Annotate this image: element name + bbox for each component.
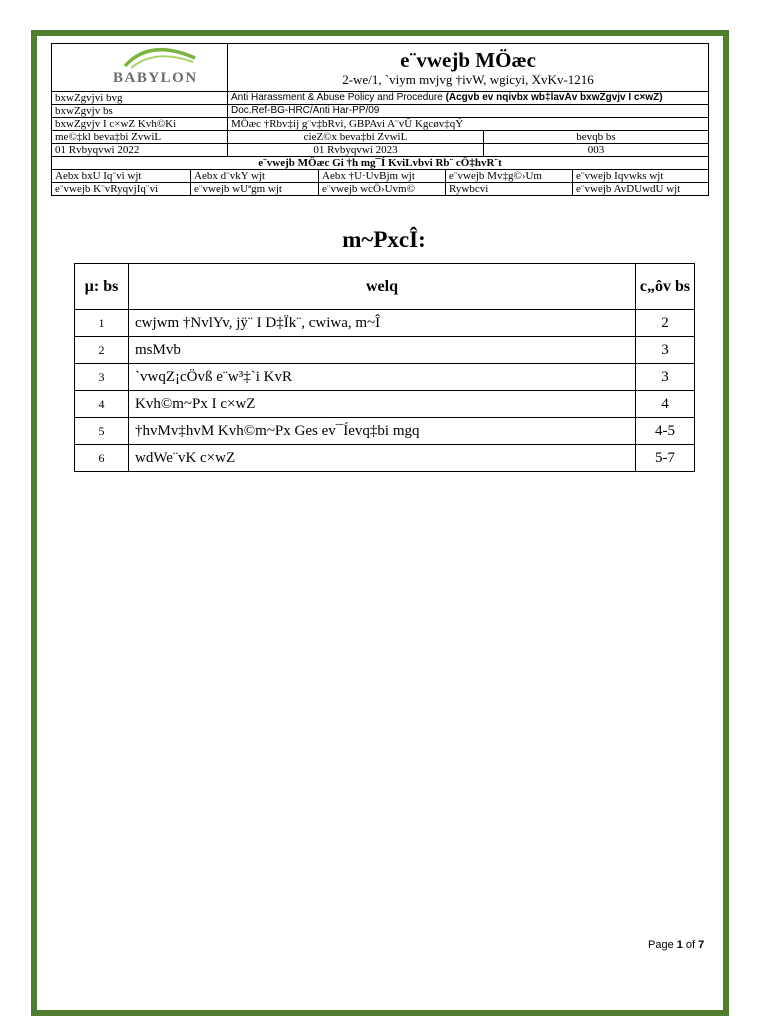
policy-owner-label: bxwZgvjv I c×wZ Kvh©Ki — [52, 118, 228, 131]
row-subject: cwjwm †NvlYv, jÿ¨ I D‡Ïk¨, cwiwa, m~Î — [129, 310, 636, 337]
row-page: 4-5 — [636, 418, 695, 445]
row-serial: 3 — [75, 364, 129, 391]
row-serial: 4 — [75, 391, 129, 418]
column-header-page: c„ôv bs — [636, 264, 695, 310]
row-serial: 5 — [75, 418, 129, 445]
company-info — [228, 44, 709, 92]
page-number: Page 1 of 7 — [648, 939, 705, 951]
table-row — [75, 337, 695, 364]
factory-cell: Aebx d¨vkY wjt — [191, 170, 319, 183]
factory-cell: e¨vwejb AvDUwdU wjt — [573, 183, 709, 196]
next-revision-label: cieZ©x beva‡bi ZvwiL — [228, 131, 484, 144]
row-page: 3 — [636, 337, 695, 364]
factory-cell: e¨vwejb Iqvwks wjt — [573, 170, 709, 183]
svg-text:BABYLON: BABYLON — [112, 70, 198, 86]
column-header-subject: welq — [129, 264, 636, 310]
column-header-serial: µ: bs — [75, 264, 129, 310]
last-revision-date: 01 Rvbyqvwi 2022 — [52, 144, 228, 157]
revision-number-label: bevqb bs — [484, 131, 709, 144]
factory-cell: Aebx †U·UvBjm wjt — [319, 170, 446, 183]
table-row — [75, 445, 695, 472]
policy-number-label: bxwZgvjv bs — [52, 105, 228, 118]
next-revision-date: 01 Rvbyqvwi 2023 — [228, 144, 484, 157]
policy-name-label: bxwZgvjvi bvg — [52, 92, 228, 105]
row-serial: 6 — [75, 445, 129, 472]
row-serial: 2 — [75, 337, 129, 364]
row-page: 3 — [636, 364, 695, 391]
table-row — [75, 418, 695, 445]
company-name: e¨vwejb MÖæc — [400, 47, 536, 72]
table-row — [75, 364, 695, 391]
factory-cell: e¨vwejb wUªgm wjt — [191, 183, 319, 196]
index-table — [74, 263, 695, 472]
factory-cell: e¨vwejb wcÖ›Uvm© — [319, 183, 446, 196]
row-subject: wdWe¨vK c×wZ — [129, 445, 636, 472]
index-title: m~PxcÎ: — [342, 227, 426, 252]
row-page: 5-7 — [636, 445, 695, 472]
babylon-logo-icon — [55, 44, 225, 88]
row-page: 4 — [636, 391, 695, 418]
row-subject: †hvMv‡hvM Kvh©m~Px Ges ev¯Íevq‡bi mgq — [129, 418, 636, 445]
table-row — [75, 391, 695, 418]
document-header-table — [51, 43, 709, 196]
factory-cell: e¨vwejb Mv‡g©›Um — [446, 170, 573, 183]
row-subject: msMvb — [129, 337, 636, 364]
policy-number-value: Doc.Ref-BG-HRC/Anti Har-PP/09 — [228, 105, 709, 118]
revision-number: 003 — [484, 144, 709, 157]
policy-owner-value: MÖæc †Rbv‡ij g¨v‡bRvi, GBPAvi A¨vÛ Kgcøv‡qÝ — [228, 118, 709, 131]
applicable-factories-title: e¨vwejb MÖæc Gi †h mg¯Í KviLvbvi Rb¨ cÖ‡hvR¨t — [52, 157, 709, 170]
row-serial: 1 — [75, 310, 129, 337]
row-subject: `vwqZ¡cÖvß e¨w³‡`i KvR — [129, 364, 636, 391]
factory-cell: Aebx bxU Iq¨vi wjt — [52, 170, 191, 183]
factory-cell: e¨vwejb K¨vRyqvjIq¨vi — [52, 183, 191, 196]
factory-cell: Rywbcvi — [446, 183, 573, 196]
policy-name-value: Anti Harassment & Abuse Policy and Procedure (Acgvb ev nqivbx wb‡lavÁv bxwZgvjv I c×wZ) — [228, 92, 709, 105]
table-row — [75, 310, 695, 337]
row-subject: Kvh©m~Px I c×wZ — [129, 391, 636, 418]
last-revision-label: me©‡kl beva‡bi ZvwiL — [52, 131, 228, 144]
company-logo — [52, 44, 228, 92]
company-address: 2-we/1, `viym mvjvg †ivW, wgicyi, XvKv-1216 — [342, 71, 594, 87]
row-page: 2 — [636, 310, 695, 337]
